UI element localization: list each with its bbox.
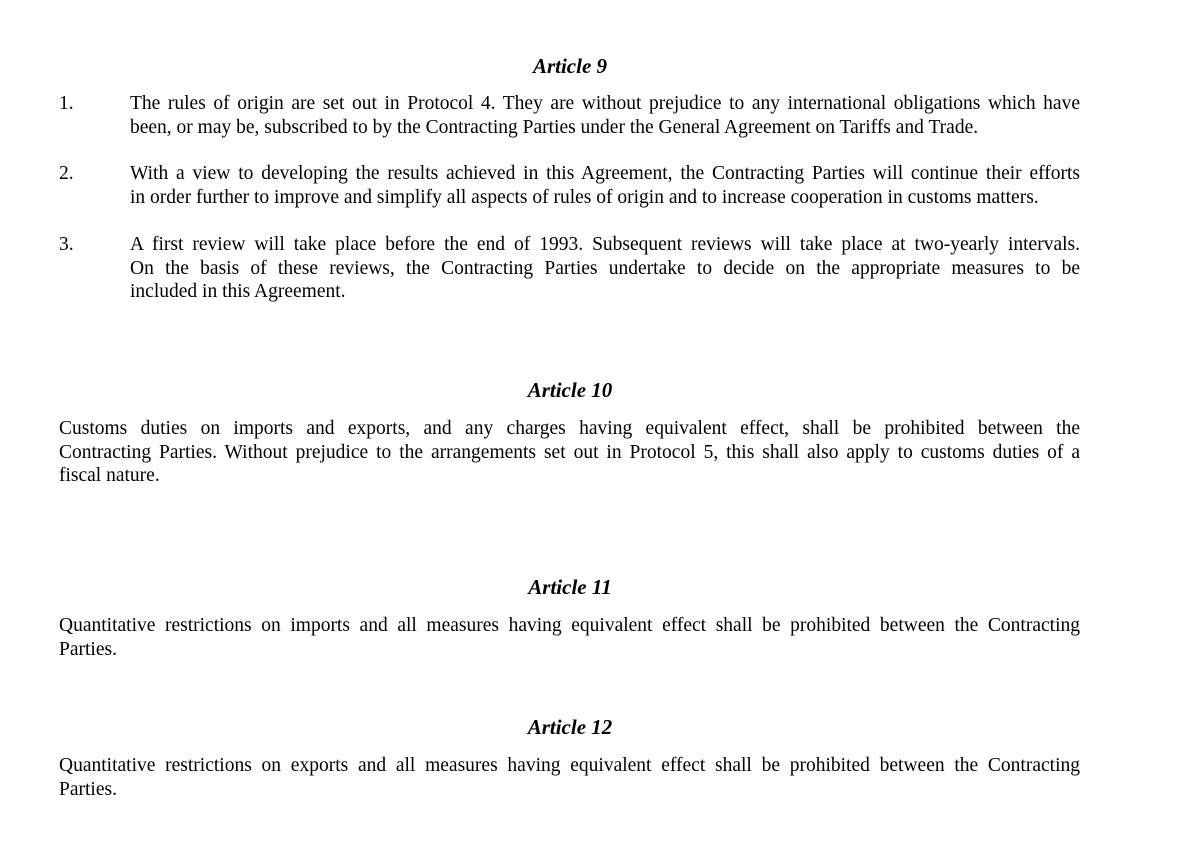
- text-line: Parties.: [59, 638, 117, 660]
- text-line: On the basis of these reviews, the Contracting Parties undertake to decide on the appropriate measures to be: [130, 257, 1080, 279]
- text-line: The rules of origin are set out in Protocol 4. They are without prejudice to any international obligations which have: [130, 93, 1080, 114]
- text-line: in order further to improve and simplify all aspects of rules of origin and to increase cooperation in customs matters.: [130, 186, 1039, 208]
- article-12-heading: Article 12: [527, 715, 613, 739]
- text-line: Quantitative restrictions on exports and all measures having equivalent effect shall be prohibited between the Contracting: [59, 755, 1080, 776]
- article-9-item-1-number: 1.: [59, 93, 74, 114]
- article-9-item-3-number: 3.: [59, 234, 74, 255]
- article-11-heading: Article 11: [528, 575, 612, 599]
- article-11-text: [59, 614, 1080, 661]
- text-line: been, or may be, subscribed to by the Contracting Parties under the General Agreement on Tariffs and Trade.: [130, 116, 979, 138]
- article-10-heading: Article 10: [527, 378, 613, 402]
- text-line: Customs duties on imports and exports, and any charges having equivalent effect, shall be prohibited between the: [59, 418, 1080, 439]
- article-10-text: [59, 417, 1080, 488]
- text-line: A first review will take place before the end of 1993. Subsequent reviews will take place at two-yearly intervals.: [130, 234, 1080, 255]
- article-12-text: [59, 754, 1080, 801]
- text-line: Contracting Parties. Without prejudice to the arrangements set out in Protocol 5, this shall also apply to customs duties of a: [59, 441, 1080, 463]
- text-line: Parties.: [59, 778, 117, 800]
- text-line: included in this Agreement.: [130, 281, 346, 302]
- text-line: Quantitative restrictions on imports and all measures having equivalent effect shall be prohibited between the Contracting: [59, 615, 1080, 636]
- article-9-heading: Article 9: [532, 54, 608, 78]
- text-line: With a view to developing the results achieved in this Agreement, the Contracting Parties will continue their efforts: [130, 163, 1080, 184]
- article-9-item-2-text: [130, 162, 1080, 209]
- article-9-item-2-number: 2.: [59, 163, 74, 184]
- text-line: fiscal nature.: [59, 465, 160, 486]
- article-9-item-3-text: [130, 233, 1080, 304]
- article-9-item-1-text: [130, 92, 1080, 139]
